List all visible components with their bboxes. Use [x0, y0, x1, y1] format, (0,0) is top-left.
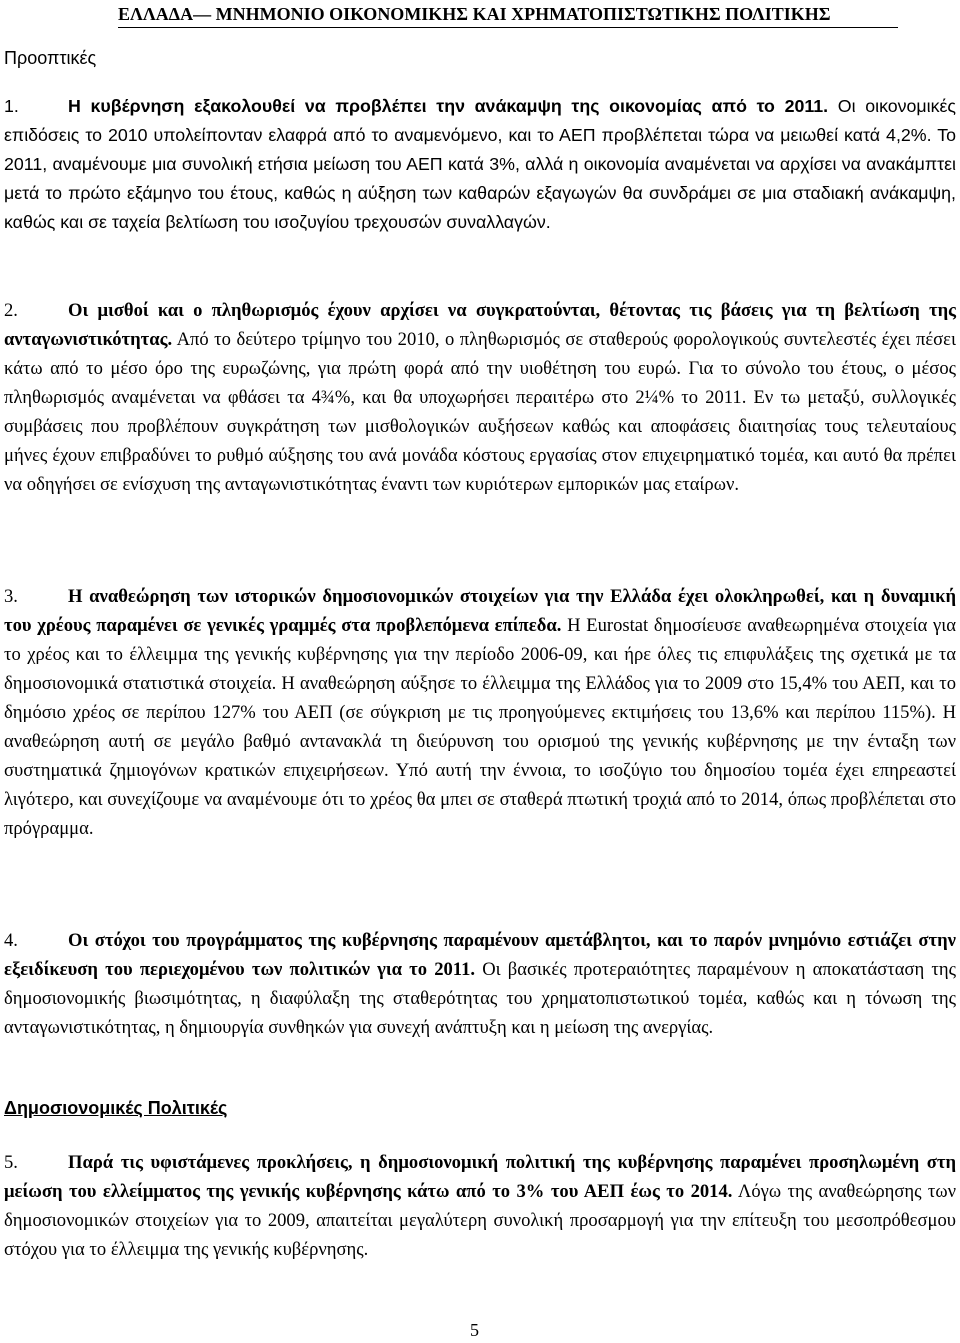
paragraph-5 — [4, 1148, 956, 1264]
paragraph-body: Λόγω της αναθεώρησης των δημοσιονομικών στοιχείων για το 2009, απαιτείται μεγαλύτερη συνολική προσαρμογή για την επίτευξη του μεσοπρόθεσμου στόχου για το έλλειμμα της γενικής κυβέρνησης. — [4, 1181, 956, 1260]
subheading: Δημοσιονομικές Πολιτικές — [4, 1098, 228, 1118]
paragraph-2 — [4, 296, 956, 499]
paragraph-number: 5. — [4, 1152, 18, 1173]
paragraph-4 — [4, 926, 956, 1042]
paragraph-lead: Η κυβέρνηση εξακολουθεί να προβλέπει την ανάκαμψη της οικονομίας από το 2011. — [68, 96, 829, 116]
paragraph-body: Η Eurostat δημοσίευσε αναθεωρημένα στοιχεία για το χρέος και το έλλειμμα της γενικής κυβέρνησης για την περίοδο 2006-09, και ήρε όλες τις επιφυλάξεις της σχετικά με τα δημοσιονομικά στατιστικά στοιχεία. Η αναθεώρηση αύξησε το έλλειμμα της Ελλάδος για το 2009 στο 15,4% του ΑΕΠ, και το δημόσιο χρέος σε περίπου 127% του ΑΕΠ (σε σύγκριση με τις προηγούμενες εκτιμήσεις του 13,6% και περίπου 115%). Η αναθεώρηση αυτή σε μεγάλο βαθμό αντανακλά τη διεύρυνση του ορισμού της γενικής κυβέρνησης με την ένταξη των συστηματικά ζημιογόνων κρατικών επιχειρήσεων. Υπό αυτή την έννοια, το ισοζύγιο του δημοσίου τομέα έχει επηρεαστεί λιγότερο, και συνεχίζουμε να αναμένουμε ότι το χρέος θα μπει σε σταθερά πτωτική τροχιά από το 2014, όπως προβλέπεται στο πρόγραμμα. — [4, 615, 956, 839]
page-number: 5 — [470, 1320, 479, 1340]
paragraph-number: 2. — [4, 300, 18, 321]
paragraph-number: 1. — [4, 96, 19, 116]
paragraph-lead: Παρά τις υφιστάμενες προκλήσεις, η δημοσιονομική πολιτική της κυβέρνησης παραμένει προσηλωμένη στη μείωση του ελλείμματος της γενικής κυβέρνησης κάτω από το 3% του ΑΕΠ έως το 2014. — [4, 1152, 956, 1202]
section-title: Προοπτικές — [4, 48, 97, 68]
paragraph-body: Από το δεύτερο τρίμηνο του 2010, ο πληθωρισμός σε σταθερούς φορολογικούς συντελεστές έχει πέσει κάτω από το μέσο όρο της ευρωζώνης, για πρώτη φορά από την υιοθέτηση του ευρώ. Για το σύνολο του έτους, ο μέσος πληθωρισμός αναμένεται να φθάσει τα 4¾%, και θα υποχωρήσει περαιτέρω στο 2¼% το 2011. Εν τω μεταξύ, συλλογικές συμβάσεις που προβλέπουν συγκράτηση των μισθολογικών αυξήσεων καθώς και αποφάσεις διαιτησίας τους τελευταίους μήνες έχουν επιβραδύνει το ρυθμό αύξησης του ανά μονάδα κόστους εργασίας στον επιχειρηματικό τομέα, και αυτό θα πρέπει να οδηγήσει σε ενίσχυση της ανταγωνιστικότητας έναντι των κυριότερων εμπορικών μας εταίρων. — [4, 329, 956, 495]
paragraph-body: Οι οικονομικές επιδόσεις το 2010 υπολείπονταν ελαφρά από το αναμενόμενο, και το ΑΕΠ προβλέπεται τώρα να μειωθεί κατά 4,2%. Το 2011, αναμένουμε μια συνολική ετήσια μείωση του ΑΕΠ κατά 3%, αλλά η οικονομία αναμένεται να αρχίσει να ανακάμπτει μετά το πρώτο εξάμηνο του έτους, καθώς η αύξηση των καθαρών εξαγωγών θα συνδράμει σε μια σταδιακή ανάκαμψη, καθώς και σε ταχεία βελτίωση του ισοζυγίου τρεχουσών συναλλαγών. — [4, 96, 956, 232]
paragraph-number: 3. — [4, 586, 18, 607]
paragraph-lead: Οι στόχοι του προγράμματος της κυβέρνησης παραμένουν αμετάβλητοι, και το παρόν μνημόνιο εστιάζει στην εξειδίκευση του περιεχομένου των πολιτικών για το 2011. — [4, 930, 956, 980]
running-header: ΕΛΛΑΔΑ— ΜΝΗΜΟΝΙΟ ΟΙΚΟΝΟΜΙΚΗΣ ΚΑΙ ΧΡΗΜΑΤΟΠΙΣΤΩΤΙΚΗΣ ΠΟΛΙΤΙΚΗΣ — [118, 2, 898, 28]
paragraph-lead: Οι μισθοί και ο πληθωρισμός έχουν αρχίσει να συγκρατούνται, θέτοντας τις βάσεις για τη βελτίωση της ανταγωνιστικότητας. — [4, 300, 956, 350]
paragraph-body: Οι βασικές προτεραιότητες παραμένουν η αποκατάσταση της δημοσιονομικής βιωσιμότητας, η διαφύλαξη της σταθερότητας του χρηματοπιστωτικού τομέα, καθώς και η τόνωση της ανταγωνιστικότητας, η δημιουργία συνθηκών για συνεχή ανάπτυξη και η μείωση της ανεργίας. — [4, 959, 956, 1038]
paragraph-1 — [4, 92, 956, 237]
paragraph-number: 4. — [4, 930, 18, 951]
paragraph-3 — [4, 582, 956, 843]
paragraph-lead: Η αναθεώρηση των ιστορικών δημοσιονομικών στοιχείων για την Ελλάδα έχει ολοκληρωθεί, και η δυναμική του χρέους παραμένει σε γενικές γραμμές στα προβλεπόμενα επίπεδα. — [4, 586, 956, 636]
